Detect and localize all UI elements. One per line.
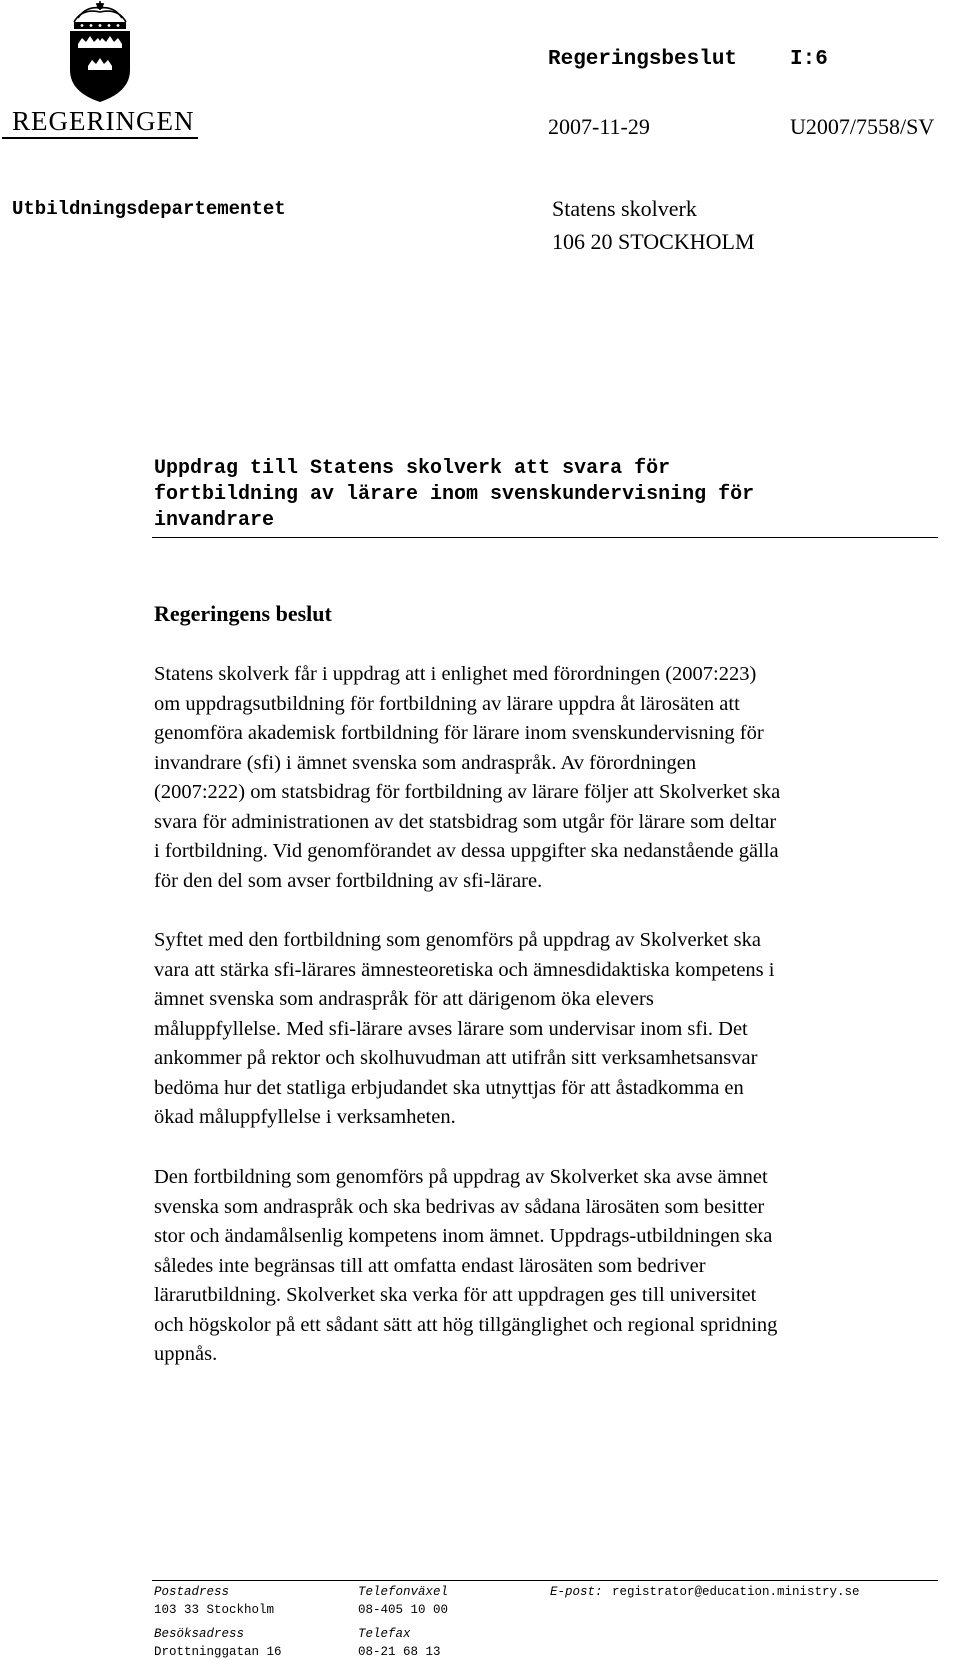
paragraph-line: och högskolor på ett sådant sätt att hög tillgänglighet och regional spridning xyxy=(154,1313,778,1336)
paragraph-line: om uppdragsutbildning för fortbildning av lärare uppdra åt lärosäten att xyxy=(154,692,740,715)
logo-text: REGERINGEN xyxy=(12,106,195,136)
body-paragraph xyxy=(154,1163,944,1370)
paragraph-line: Den fortbildning som genomförs på uppdrag av Skolverket ska avse ämnet xyxy=(154,1166,768,1188)
visit-address-label: Besöksadress xyxy=(154,1627,245,1641)
paragraph-line: (2007:222) om statsbidrag för fortbildning av lärare följer att Skolverket ska xyxy=(154,781,781,803)
subject-line: Uppdrag till Statens skolverk att svara för xyxy=(154,457,671,480)
postal-address-label: Postadress xyxy=(154,1585,230,1599)
decision-type: Regeringsbeslut xyxy=(548,48,738,71)
body-paragraph xyxy=(154,926,944,1133)
paragraph-line: lärarutbildning. Skolverket ska verka för att uppdragen ges till universitet xyxy=(154,1284,757,1306)
paragraph-line: svara för administrationen av det statsbidrag som utgår för lärare som deltar xyxy=(154,810,777,833)
paragraph-line: ankommer på rektor och skolhuvudman att utifrån sitt verksamhetsansvar xyxy=(154,1047,758,1069)
paragraph-line: i fortbildning. Vid genomförandet av dessa uppgifter ska nedanstående gälla xyxy=(154,840,779,862)
paragraph-line: måluppfyllelse. Med sfi-lärare avses lärare som undervisar inom sfi. Det xyxy=(154,1017,748,1040)
department-name: Utbildningsdepartementet xyxy=(12,198,286,220)
recipient-name: Statens skolverk xyxy=(552,196,697,221)
email-link[interactable]: registrator@education.ministry.se xyxy=(612,1585,860,1599)
subject-divider xyxy=(152,537,938,538)
swedish-government-crown-shield-icon xyxy=(2,0,198,106)
paragraph-line: vara att stärka sfi-lärares ämnesteoretiska och ämnesdidaktiska kompetens i xyxy=(154,958,775,981)
paragraph-line: för den del som avser fortbildning av sfi-lärare. xyxy=(154,869,543,892)
section-heading: Regeringens beslut xyxy=(154,601,332,626)
postal-address-value: 103 33 Stockholm xyxy=(154,1603,275,1617)
decision-date: 2007-11-29 xyxy=(548,114,650,139)
logo-rule xyxy=(2,137,198,139)
body-paragraph xyxy=(154,660,944,896)
visit-address-value: Drottninggatan 16 xyxy=(154,1645,282,1659)
paragraph-line: således inte begränsas till att omfatta endast lärosäten som bedriver xyxy=(154,1254,706,1277)
footer-divider xyxy=(152,1580,938,1581)
subject-line: invandrare xyxy=(154,509,275,532)
paragraph-line: invandrare (sfi) i ämnet svenska som andraspråk. Av förordningen xyxy=(154,751,697,774)
government-logo xyxy=(2,0,198,140)
reference-number: U2007/7558/SV xyxy=(790,114,935,139)
subject-line: fortbildning av lärare inom svenskundervisning för xyxy=(154,483,755,506)
paragraph-line: bedöma hur det statliga erbjudandet ska utnyttjas för att åstadkomma en xyxy=(154,1076,744,1099)
fax-value: 08-21 68 13 xyxy=(358,1645,441,1659)
paragraph-line: genomföra akademisk fortbildning för lärare inom svenskundervisning för xyxy=(154,722,764,744)
paragraph-line: ökad måluppfyllelse i verksamheten. xyxy=(154,1106,456,1128)
paragraph-line: stor och ändamålsenlig kompetens inom ämnet. Uppdrags-utbildningen ska xyxy=(154,1225,773,1247)
paragraph-line: Statens skolverk får i uppdrag att i enlighet med förordningen (2007:223) xyxy=(154,663,757,685)
paragraph-line: uppnås. xyxy=(154,1343,218,1365)
paragraph-line: ämnet svenska som andraspråk för att därigenom öka elevers xyxy=(154,988,654,1010)
recipient-address: 106 20 STOCKHOLM xyxy=(552,229,755,254)
subject-title xyxy=(154,456,914,534)
switchboard-value: 08-405 10 00 xyxy=(358,1603,449,1617)
fax-label: Telefax xyxy=(358,1627,411,1641)
paragraph-line: svenska som andraspråk och ska bedrivas av sådana lärosäten som besitter xyxy=(154,1195,765,1218)
switchboard-label: Telefonväxel xyxy=(358,1585,449,1599)
paragraph-line: Syftet med den fortbildning som genomförs på uppdrag av Skolverket ska xyxy=(154,929,761,951)
email-label: E-post: xyxy=(550,1585,603,1599)
decision-number: I:6 xyxy=(790,48,828,71)
